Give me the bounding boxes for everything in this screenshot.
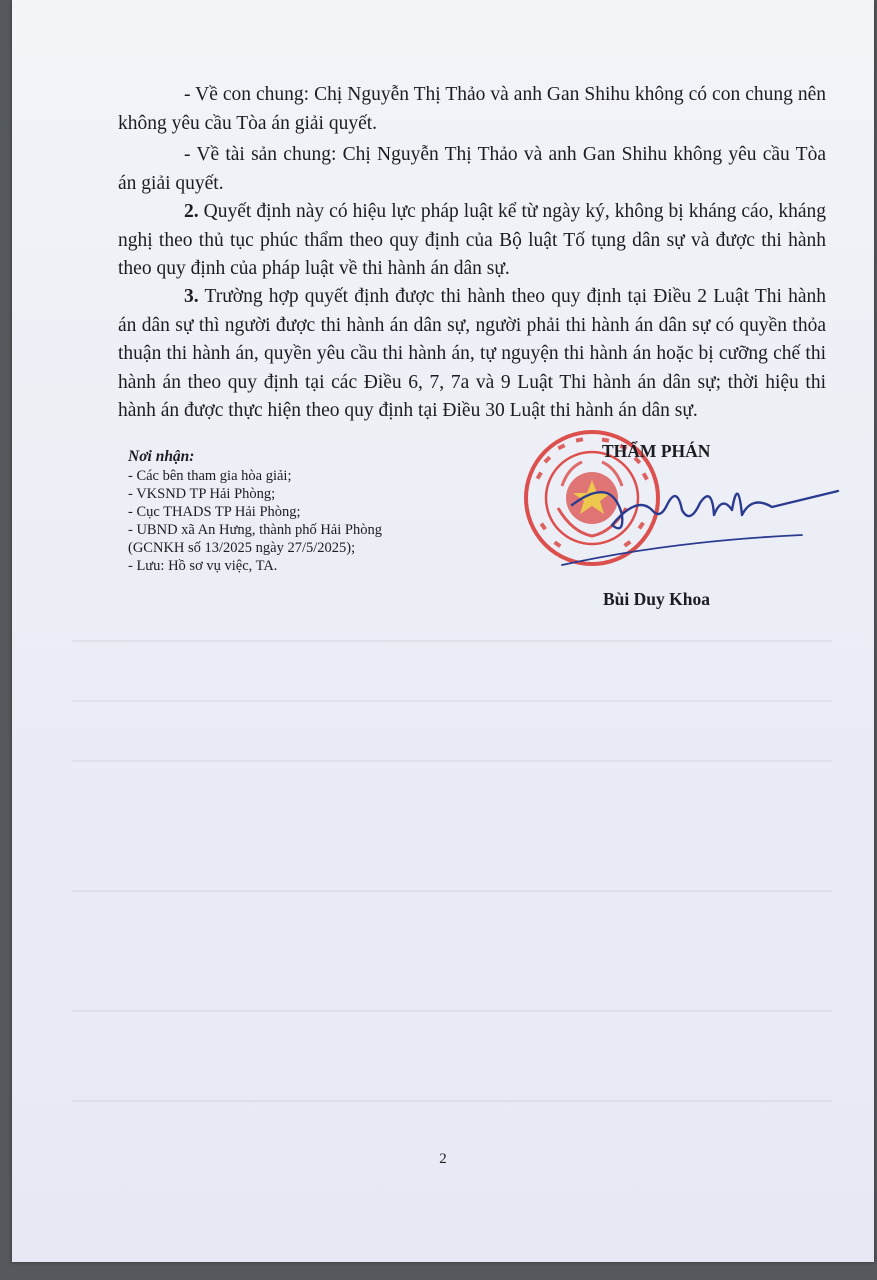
paragraph-common-property-text: - Về tài sản chung: Chị Nguyễn Thị Thảo và anh Gan Shihu không yêu cầu Tòa án giải quyết.: [118, 144, 826, 194]
paragraph-common-property: [118, 141, 826, 198]
bleed-through-line: [72, 700, 832, 702]
recipient-item: - Các bên tham gia hòa giải;: [128, 468, 292, 484]
bleed-through-line: [72, 640, 832, 642]
document-page: [12, 0, 874, 1262]
recipient-item: - UBND xã An Hưng, thành phố Hải Phòng: [128, 522, 382, 538]
recipients-block: [128, 448, 508, 575]
paragraph-enforcement: [118, 283, 826, 426]
paragraph-effect-number: 2.: [184, 201, 199, 222]
paragraph-common-children-text: - Về con chung: Chị Nguyễn Thị Thảo và anh Gan Shihu không có con chung nên không yêu cầu Tòa án giải quyết.: [118, 84, 826, 134]
bleed-through-line: [72, 890, 832, 892]
paragraph-effect-text: Quyết định này có hiệu lực pháp luật kể từ ngày ký, không bị kháng cáo, kháng nghị theo thủ tục phúc thẩm theo quy định của Bộ luật Tố tụng dân sự và được thi hành theo quy định của pháp luật về thi hành án dân sự.: [118, 201, 827, 279]
bleed-through-line: [72, 760, 832, 762]
recipient-item: - Lưu: Hồ sơ vụ việc, TA.: [128, 558, 278, 574]
recipient-item: - VKSND TP Hải Phòng;: [128, 486, 276, 502]
judge-name: Bùi Duy Khoa: [603, 589, 710, 609]
paragraph-effect: [118, 198, 826, 284]
bleed-through-line: [72, 1010, 832, 1012]
bleed-through-line: [72, 1100, 832, 1102]
judge-title: THẨM PHÁN: [602, 441, 711, 461]
paragraph-enforcement-text: Trường hợp quyết định được thi hành theo quy định tại Điều 2 Luật Thi hành án dân sự thì người được thi hành án dân sự, người phải thi hành án dân sự có quyền thỏa thuận thi hành án, quyền yêu cầu thi hành án, tự nguyện thi hành án hoặc bị cưỡng chế thi hành án theo quy định tại các Điều 6, 7, 7a và 9 Luật Thi hành án dân sự; thời hiệu thi hành án được thực hiện theo quy định tại Điều 30 Luật thi hành án dân sự.: [118, 286, 826, 421]
paragraph-enforcement-number: 3.: [184, 286, 199, 307]
recipient-item: - Cục THADS TP Hải Phòng;: [128, 504, 301, 520]
page-number: 2: [439, 1151, 447, 1167]
paragraph-common-children: [118, 81, 826, 138]
recipients-title: Nơi nhận:: [128, 448, 195, 465]
recipient-item: (GCNKH số 13/2025 ngày 27/5/2025);: [128, 540, 356, 556]
signature-icon: [552, 465, 852, 575]
